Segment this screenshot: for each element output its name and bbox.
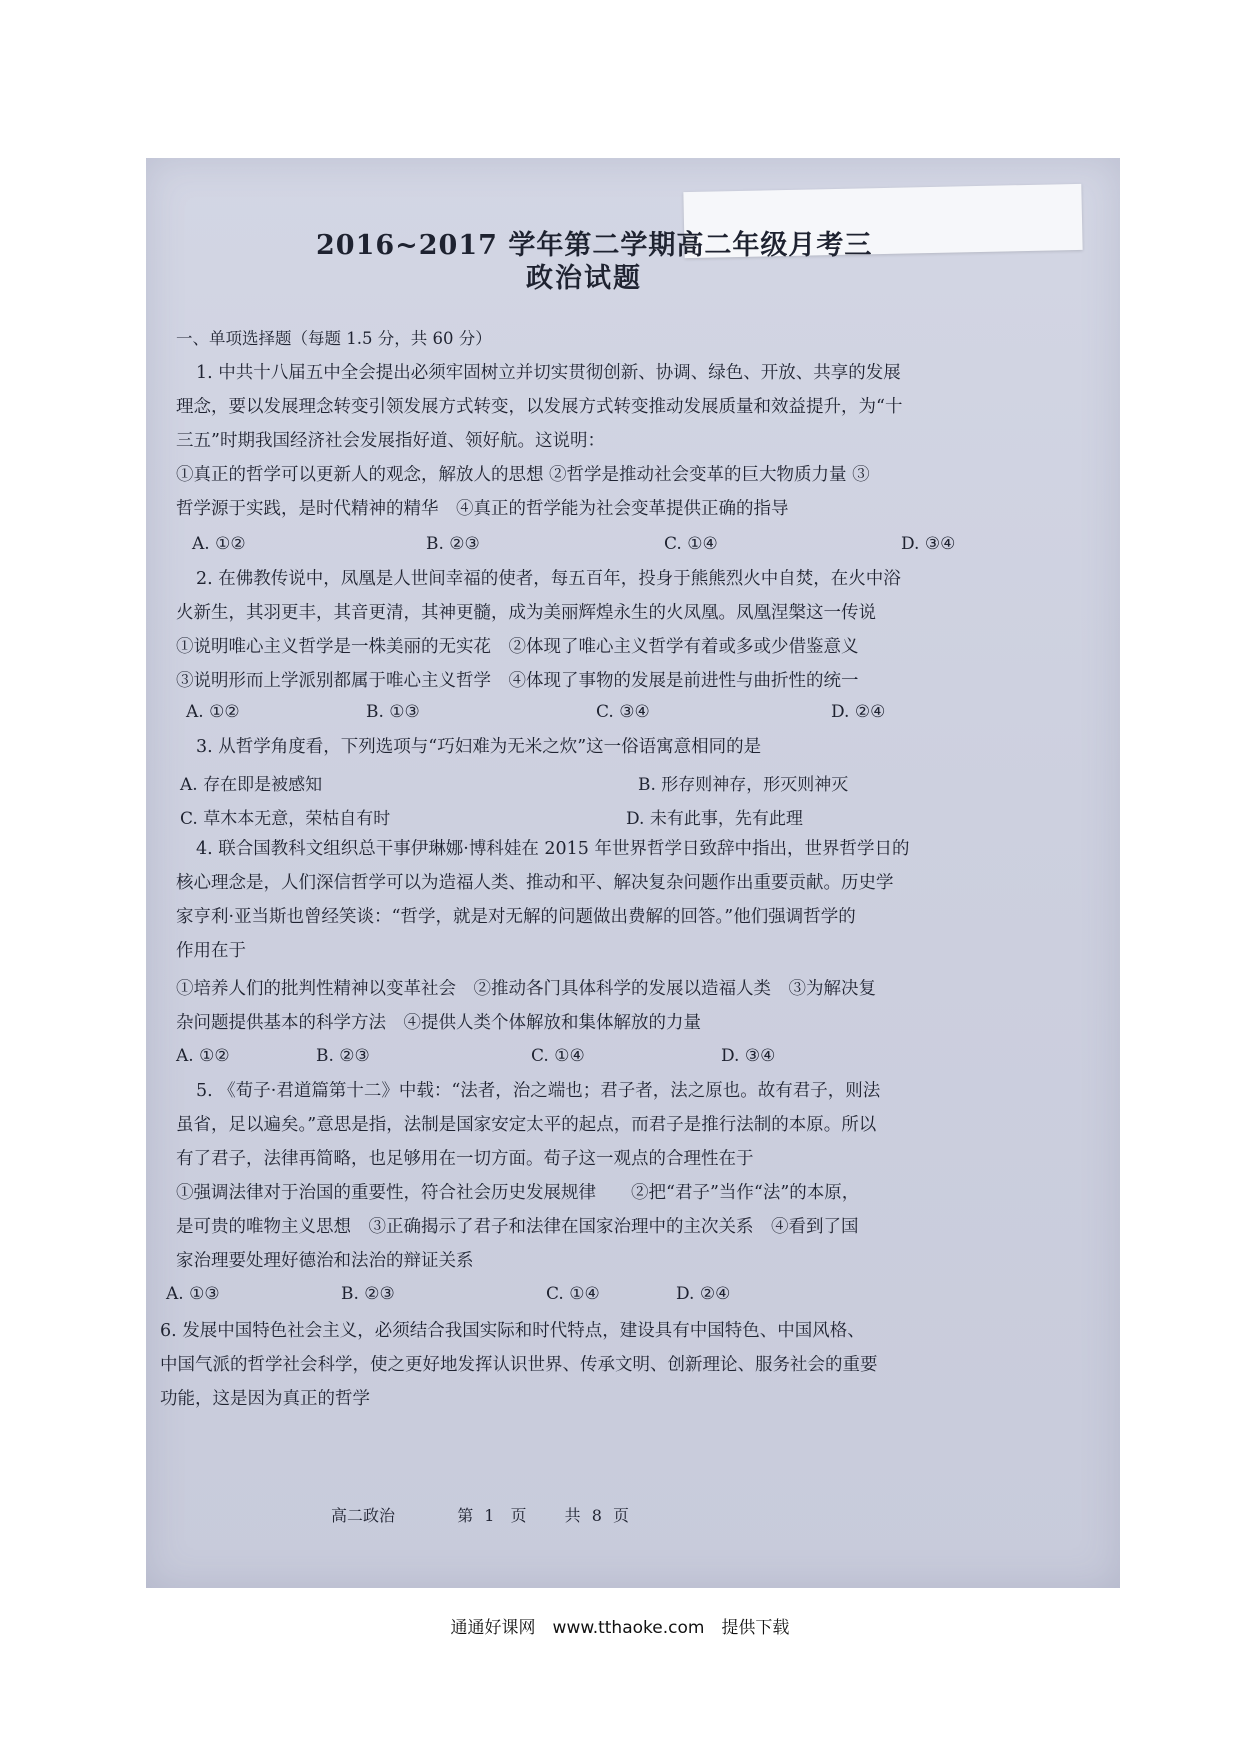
q5-line4: ①强调法律对于治国的重要性，符合社会历史发展规律 ②把“君子”当作“法”的本原， (176, 1183, 860, 1203)
page-footer (331, 1503, 629, 1526)
q3-option-a: A. 存在即是被感知 (180, 775, 323, 795)
q5-option-a: A. ①③ (166, 1284, 220, 1304)
q4-line3: 家亨利·亚当斯也曾经笑谈：“哲学，就是对无解的问题做出费解的回答。”他们强调哲学的 (176, 907, 856, 927)
exam-title: 2016~2017 学年第二学期高二年级月考三 (316, 230, 873, 261)
q5-line5: 是可贵的唯物主义思想 ③正确揭示了君子和法律在国家治理中的主次关系 ④看到了国 (176, 1217, 859, 1237)
q1-option-b: B. ②③ (426, 534, 480, 554)
q3-option-c: C. 草木本无意，荣枯自有时 (180, 809, 391, 829)
q4-line6: 杂问题提供基本的科学方法 ④提供人类个体解放和集体解放的力量 (176, 1013, 701, 1033)
q3-option-d: D. 未有此事，先有此理 (626, 809, 803, 829)
q4-option-d: D. ③④ (721, 1046, 776, 1066)
exam-subject-title: 政治试题 (526, 263, 642, 294)
section-heading: 一、单项选择题（每题 1.5 分，共 60 分） (176, 329, 492, 348)
q5-option-d: D. ②④ (676, 1284, 731, 1304)
q5-line1: 5. 《荀子·君道篇第十二》中载：“法者，治之端也；君子者，法之原也。故有君子，则法 (196, 1081, 881, 1101)
q2-option-a: A. ①② (186, 702, 240, 722)
q2-line1: 2. 在佛教传说中，凤凰是人世间幸福的使者，每五百年，投身于熊熊烈火中自焚，在火中浴 (196, 569, 901, 589)
q1-option-a: A. ①② (192, 534, 246, 554)
q4-option-c: C. ①④ (531, 1046, 585, 1066)
q3-line1: 3. 从哲学角度看，下列选项与“巧妇难为无米之炊”这一俗语寓意相同的是 (196, 737, 762, 757)
q2-option-c: C. ③④ (596, 702, 650, 722)
q6-line1: 6. 发展中国特色社会主义，必须结合我国实际和时代特点，建设具有中国特色、中国风格、 (160, 1321, 865, 1341)
q2-line3: ①说明唯心主义哲学是一株美丽的无实花 ②体现了唯心主义哲学有着或多或少借鉴意义 (176, 637, 859, 657)
q5-line6: 家治理要处理好德治和法治的辩证关系 (176, 1251, 474, 1271)
exam-paper-photo (146, 158, 1120, 1588)
q2-option-d: D. ②④ (831, 702, 886, 722)
q1-line3: 三五”时期我国经济社会发展指好道、领好航。这说明： (176, 431, 605, 451)
q6-line3: 功能，这是因为真正的哲学 (160, 1389, 370, 1409)
q5-option-c: C. ①④ (546, 1284, 600, 1304)
footer-total-pages: 共 8 页 (564, 1506, 630, 1525)
q3-option-b: B. 形存则神存，形灭则神灭 (638, 775, 849, 795)
q2-line4: ③说明形而上学派别都属于唯心主义哲学 ④体现了事物的发展是前进性与曲折性的统一 (176, 671, 859, 691)
q4-option-b: B. ②③ (316, 1046, 370, 1066)
q5-line2: 虽省，足以遍矣。”意思是指，法制是国家安定太平的起点，而君子是推行法制的本原。所以 (176, 1115, 877, 1135)
download-credit: 通通好课网 www.tthaoke.com 提供下载 (450, 1618, 790, 1638)
q2-option-b: B. ①③ (366, 702, 420, 722)
q4-line5: ①培养人们的批判性精神以变革社会 ②推动各门具体科学的发展以造福人类 ③为解决复 (176, 979, 876, 999)
q4-line4: 作用在于 (176, 941, 246, 961)
q5-option-b: B. ②③ (341, 1284, 395, 1304)
q4-line1: 4. 联合国教科文组织总干事伊琳娜·博科娃在 2015 年世界哲学日致辞中指出，世界哲学日的 (196, 839, 910, 859)
q4-line2: 核心理念是，人们深信哲学可以为造福人类、推动和平、解决复杂问题作出重要贡献。历史学 (176, 873, 894, 893)
exam-content (146, 158, 1120, 1588)
q1-option-d: D. ③④ (901, 534, 956, 554)
q1-line1: 1. 中共十八届五中全会提出必须牢固树立并切实贯彻创新、协调、绿色、开放、共享的发展 (196, 363, 901, 383)
q1-option-c: C. ①④ (664, 534, 718, 554)
footer-subject: 高二政治 (331, 1506, 396, 1525)
q2-line2: 火新生，其羽更丰，其音更清，其神更髓，成为美丽辉煌永生的火凤凰。凤凰涅槃这一传说 (176, 603, 876, 623)
footer-page-number: 第 1 页 (457, 1506, 527, 1525)
q4-option-a: A. ①② (176, 1046, 230, 1066)
q6-line2: 中国气派的哲学社会科学，使之更好地发挥认识世界、传承文明、创新理论、服务社会的重要 (160, 1355, 878, 1375)
q1-line5: 哲学源于实践，是时代精神的精华 ④真正的哲学能为社会变革提供正确的指导 (176, 499, 789, 519)
q1-line4: ①真正的哲学可以更新人的观念，解放人的思想 ②哲学是推动社会变革的巨大物质力量 ③ (176, 465, 870, 485)
q5-line3: 有了君子，法律再简略，也足够用在一切方面。荀子这一观点的合理性在于 (176, 1149, 754, 1169)
q1-line2: 理念，要以发展理念转变引领发展方式转变，以发展方式转变推动发展质量和效益提升，为“十 (176, 397, 903, 417)
